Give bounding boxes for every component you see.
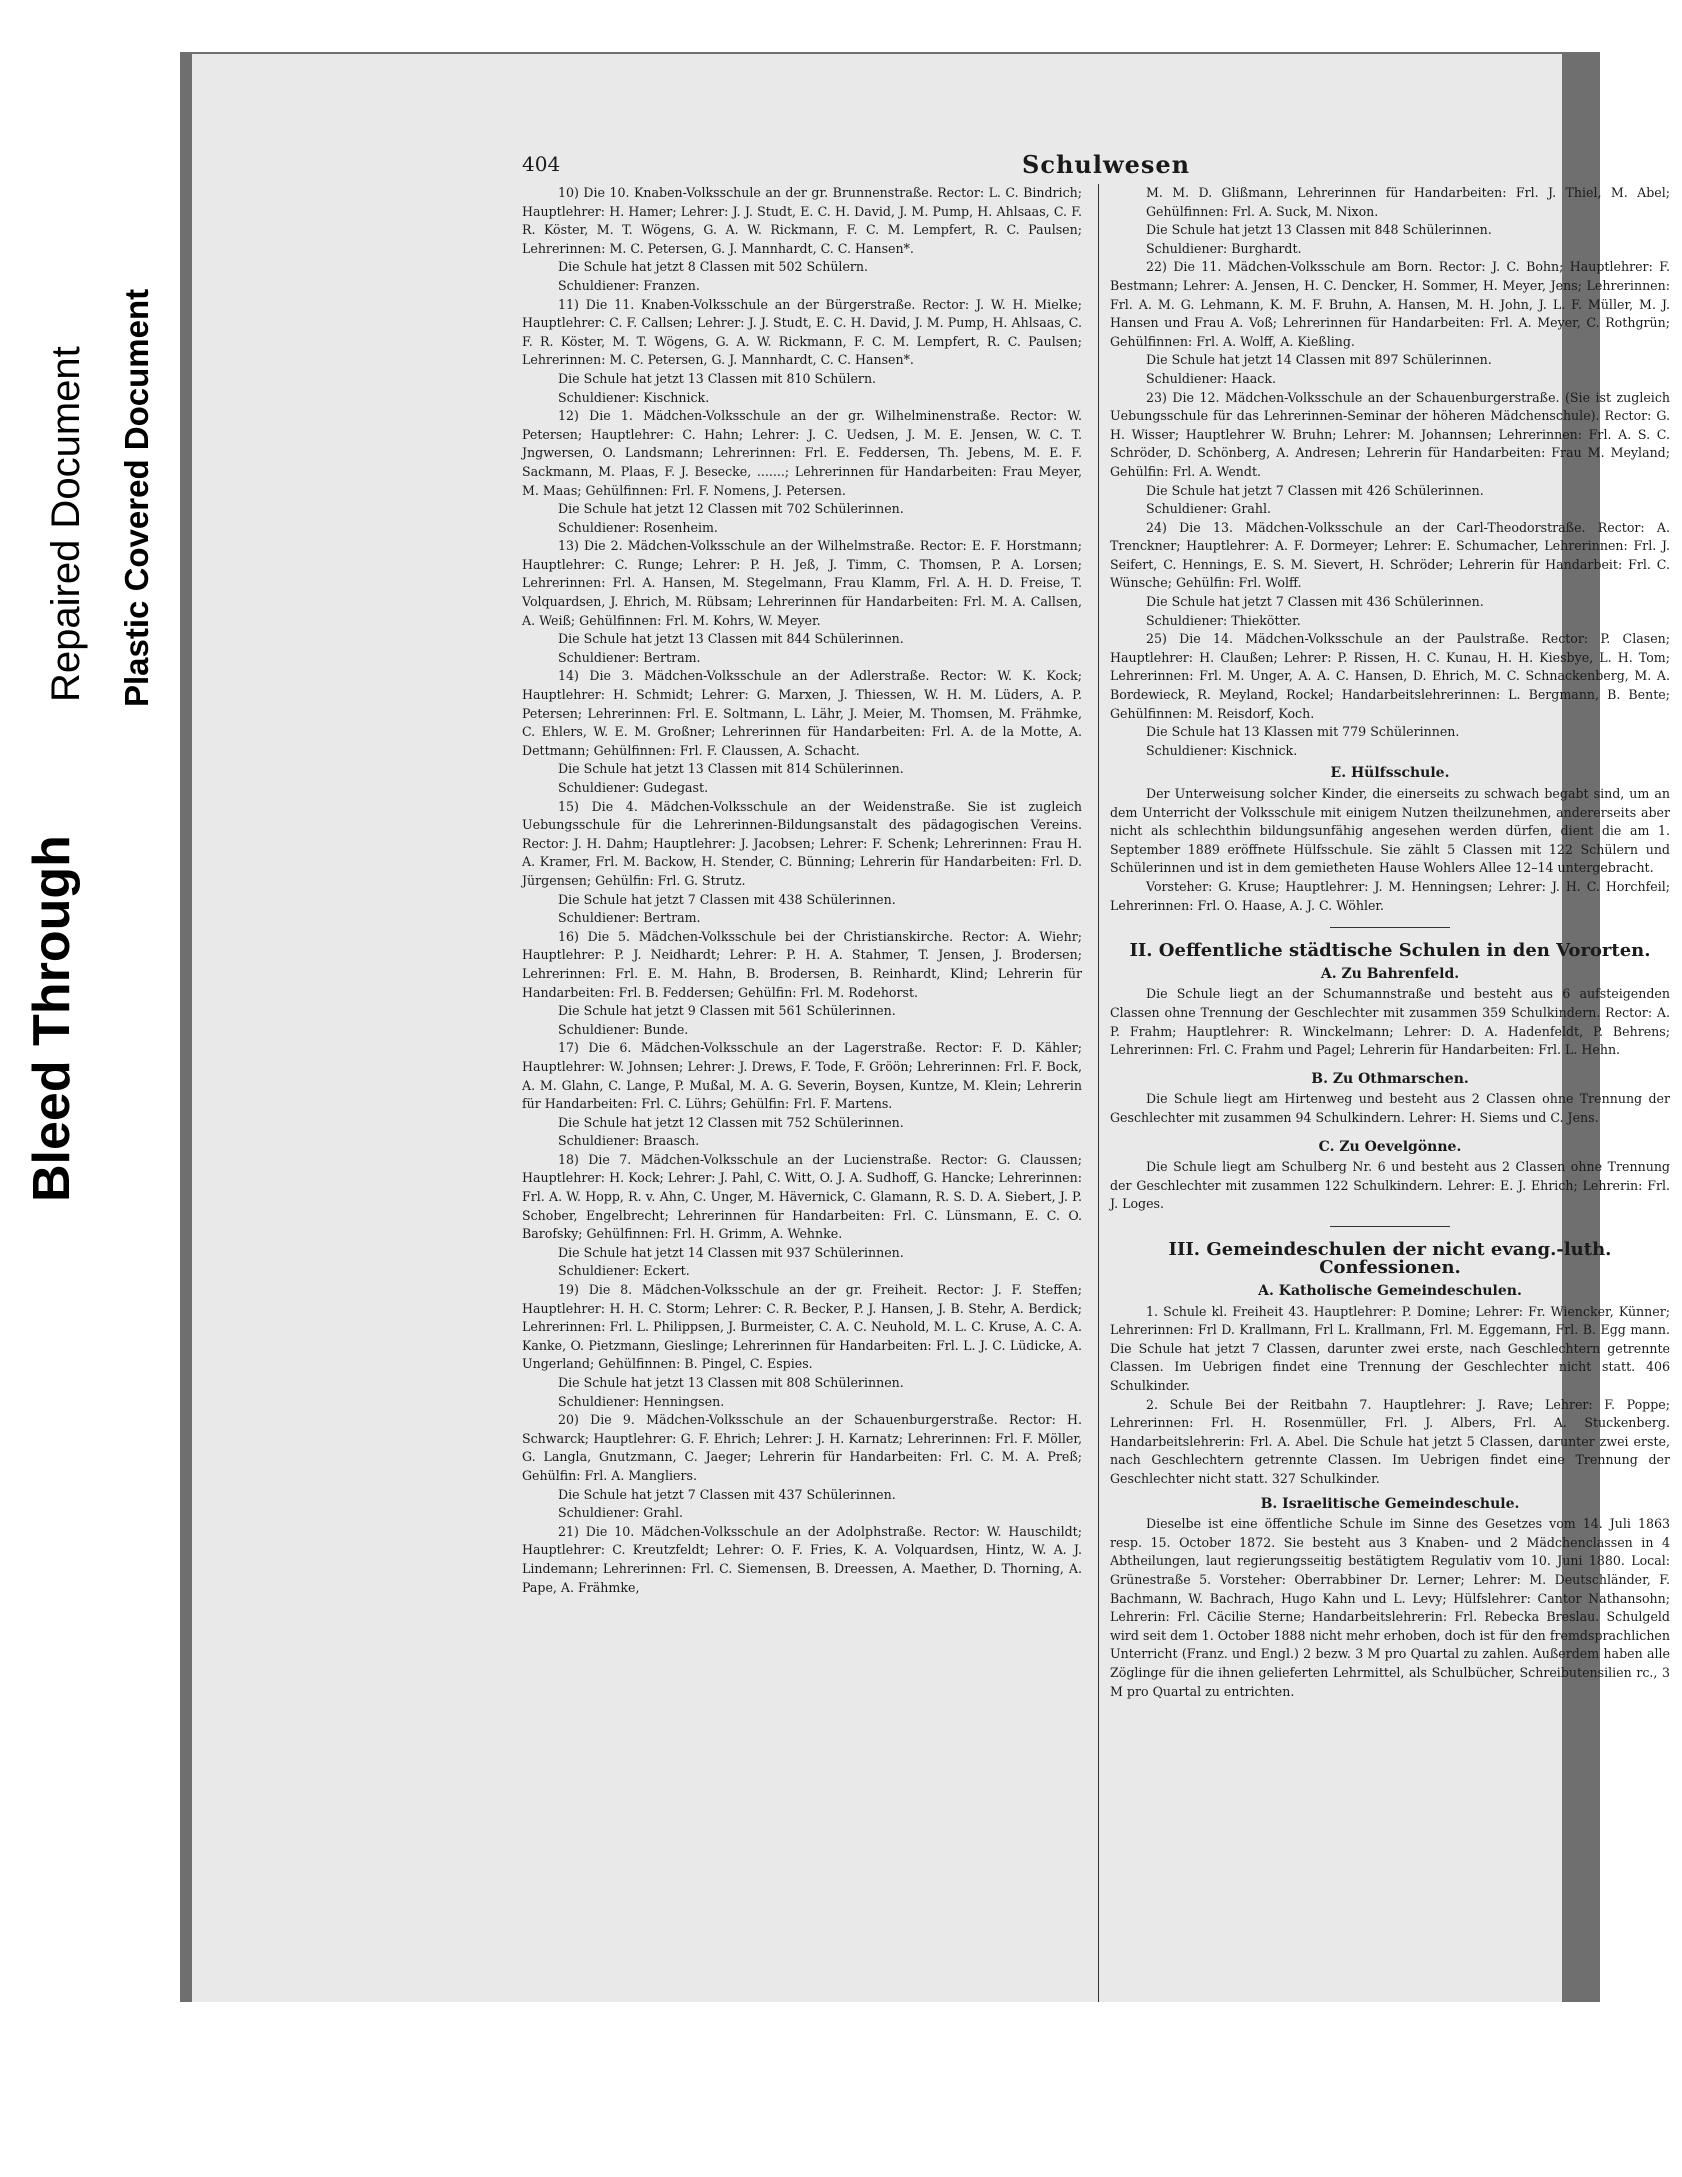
school-entry: Die Schule hat jetzt 7 Classen mit 436 Schülerinnen. <box>1146 594 1484 610</box>
section-ii-b-body: Die Schule liegt am Hirtenweg und besteht aus 2 Classen ohne Trennung der Geschlechter mit zusammen 94 Schulkindern. Lehrer: H. Siems und C. Jens. <box>1110 1091 1670 1125</box>
section-e-staff: Vorsteher: G. Kruse; Hauptlehrer: J. M. Henningsen; Lehrer: J. H. C. Horchfeil; Lehrerinnen: Frl. O. Haase, A. J. C. Wöhler. <box>1110 878 1670 913</box>
left-column <box>522 184 1082 1597</box>
school-entry: Schuldiener: Grahl. <box>558 1505 684 1521</box>
label-bleed-through: Bleed Through <box>23 835 81 1202</box>
section-e-body: Der Unterweisung solcher Kinder, die einerseits zu schwach begabt sind, um an dem Unterricht der Volksschule mit einigem Nutzen theilzunehmen, andererseits aber nicht als schlechthin bildungsunfähig angesehen werden dürfen, dient die am 1. September 1889 eröffnete Hülfsschule. Sie zählt 5 Classen mit 122 Schülern und Schülerinnen und ist in dem gemietheten Hause Wohlers Allee 12–14 untergebracht. <box>1110 786 1670 876</box>
school-entry: 13) Die 2. Mädchen-Volksschule an der Wilhelmstraße. Rector: E. F. Horstmann; Hauptlehrer: C. Runge; Lehrer: P. H. Jeß, J. Timm, C. Thomsen, P. A. Lorsen; Lehrerinnen: Frl. A. Hansen, M. Stegelmann, Frau Klamm, Frl. A. H. D. Freise, T. Volquardsen, J. Ehrich, M. Rübsam; Lehrerinnen für Handarbeiten: Frl. M. A. Callsen, A. Weiß; Gehülfinnen: Frl. M. Kohrs, W. Meyer. <box>522 538 1082 628</box>
school-entry: Schuldiener: Henningsen. <box>558 1393 725 1409</box>
school-entry: Die Schule hat jetzt 13 Classen mit 810 Schülern. <box>558 370 877 386</box>
school-entry: Die Schule hat jetzt 13 Classen mit 814 Schülerinnen. <box>558 761 904 777</box>
page-content <box>522 152 1682 1992</box>
school-entry: 15) Die 4. Mädchen-Volksschule an der Weidenstraße. Sie ist zugleich Uebungsschule für die Lehrerinnen-Bildungsanstalt des pädagogischen Vereins. Rector: J. H. Dahm; Hauptlehrer: J. Jacobsen; Lehrer: F. Schenk; Lehrerinnen: Frau H. A. Kramer, Frl. M. Backow, H. Stender, C. Bünning; Lehrerin für Handarbeiten: Frl. D. Jürgensen; Gehülfin: Frl. G. Strutz. <box>522 798 1082 888</box>
label-plastic-covered-document: Plastic Covered Document <box>118 288 155 707</box>
right-column-entries <box>1110 184 1670 760</box>
school-entry: Schuldiener: Bertram. <box>558 649 701 665</box>
school-entry: 24) Die 13. Mädchen-Volksschule an der Carl-Theodorstraße. Rector: A. Trenckner; Hauptlehrer: A. F. Dormeyer; Lehrer: E. Schumacher, Lehrerinnen: Frl. J. Seifert, C. Hennings, E. S. M. Sievert, H. Schröder; Lehrerin für Handarbeit: Frl. C. Wünsche; Gehülfin: Frl. Wolff. <box>1110 519 1670 591</box>
school-entry: Die Schule hat jetzt 7 Classen mit 426 Schülerinnen. <box>1146 482 1484 498</box>
school-entry: Die Schule hat jetzt 13 Classen mit 848 Schülerinnen. <box>1146 222 1492 238</box>
school-entry: Die Schule hat 13 Klassen mit 779 Schülerinnen. <box>1146 724 1460 740</box>
section-iii-a-body-2: 2. Schule Bei der Reitbahn 7. Hauptlehrer: J. Rave; Lehrer: F. Poppe; Lehrerinnen: Frl. H. Rosenmüller, Frl. J. Albers, Frl. A. Stuckenberg. Handarbeitslehrerin: Frl. A. Abel. Die Schule hat jetzt 5 Classen, darunter zwei erste, nach Geschlechtern getrennte Classen. Im Uebrigen findet eine Trennung der Geschlechter nicht statt. 327 Schulkinder. <box>1110 1396 1670 1486</box>
page-bottom-margin <box>0 2002 1600 2177</box>
school-entry: 25) Die 14. Mädchen-Volksschule an der Paulstraße. Rector: P. Clasen; Hauptlehrer: H. Claußen; Lehrer: P. Rissen, H. C. Kunau, H. H. Kiesbye, L. H. Tom; Lehrerinnen: Frl. M. Unger, A. A. C. Hansen, D. Ehrich, M. C. Schnackenberg, M. A. Bordewieck, R. Meyland, Rockel; Handarbeitslehrerinnen: L. Bergmann, B. Bente; Gehülfinnen: M. Reisdorf, Koch. <box>1110 631 1670 721</box>
left-label-strip <box>0 52 180 2002</box>
school-entry: 10) Die 10. Knaben-Volksschule an der gr. Brunnenstraße. Rector: L. C. Bindrich; Hauptlehrer: H. Hamer; Lehrer: J. J. Studt, E. C. H. David, J. M. Pump, H. Ahlsaas, C. F. R. Köster, M. T. Wögens, G. A. W. Rickmann, F. C. M. Lempfert, R. C. Paulsen; Lehrerinnen: M. C. Petersen, G. J. Mannhardt, C. C. Hansen*. <box>522 185 1082 256</box>
school-entry: Schuldiener: Thiekötter. <box>1146 612 1301 628</box>
section-iii-a-heading: A. Katholische Gemeindeschulen. <box>1258 1283 1522 1300</box>
section-ii-a-heading: A. Zu Bahrenfeld. <box>1320 965 1460 982</box>
section-iii-b-heading: B. Israelitische Gemeindeschule. <box>1260 1495 1520 1512</box>
right-column <box>1110 184 1670 1701</box>
school-entry: Schuldiener: Bunde. <box>558 1021 689 1037</box>
section-ii-c-heading: C. Zu Oevelgönne. <box>1318 1138 1462 1155</box>
section-iii-heading: III. Gemeindeschulen der nicht evang.-luth. Confessionen. <box>1168 1238 1612 1279</box>
school-entry: 12) Die 1. Mädchen-Volksschule an der gr. Wilhelminenstraße. Rector: W. Petersen; Hauptlehrer: C. Hahn; Lehrer: J. C. Uedsen, J. M. E. Jensen, W. C. T. Jngwersen, O. Landsmann; Lehrerinnen: Frl. E. Feddersen, Th. Jebens, M. E. F. Sackmann, M. Plaas, F. J. Besecke, .......; Lehrerinnen für Handarbeiten: Frau Meyer, M. Maas; Gehülfinnen: Frl. F. Nomens, J. Petersen. <box>522 408 1082 498</box>
school-entry: Schuldiener: Bertram. <box>558 910 701 926</box>
school-entry: Schuldiener: Franzen. <box>558 277 700 293</box>
school-entry: Die Schule hat jetzt 7 Classen mit 438 Schülerinnen. <box>558 891 896 907</box>
school-entry: Die Schule hat jetzt 12 Classen mit 752 Schülerinnen. <box>558 1114 904 1130</box>
school-entry: 18) Die 7. Mädchen-Volksschule an der Lucienstraße. Rector: G. Claussen; Hauptlehrer: H. Kock; Lehrer: J. Pahl, C. Witt, O. J. A. Sudhoff, G. Hancke; Lehrerinnen: Frl. A. W. Hopp, R. v. Ahn, C. Unger, M. Hävernick, C. Glamann, R. S. D. A. Siebert, J. P. Schober, Engelbrecht; Lehrerinnen für Handarbeiten: Frl. C. Lünsmann, E. C. O. Barofsky; Gehülfinnen: Frl. H. Grimm, A. Wehnke. <box>522 1151 1082 1242</box>
school-entry: Schuldiener: Rosenheim. <box>558 519 718 535</box>
school-entry: M. M. D. Glißmann, Lehrerinnen für Handarbeiten: Frl. J. Thiel, M. Abel; Gehülfinnen: Frl. A. Suck, M. Nixon. <box>1146 185 1670 219</box>
school-entry: 21) Die 10. Mädchen-Volksschule an der Adolphstraße. Rector: W. Hauschildt; Hauptlehrer: C. Kreutzfeldt; Lehrer: O. F. Fries, K. A. Volquardsen, Hintz, W. A. J. Lindemann; Lehrerinnen: Frl. C. Siemensen, B. Dreessen, A. Maether, D. Thorning, A. Pape, A. Frähmke, <box>522 1523 1082 1595</box>
school-entry: Schuldiener: Kischnick. <box>1146 742 1298 758</box>
section-ii-b-heading: B. Zu Othmarschen. <box>1311 1070 1469 1087</box>
page-number: 404 <box>522 152 561 176</box>
school-entry: 22) Die 11. Mädchen-Volksschule am Born. Rector: J. C. Bohn; Hauptlehrer: F. Bestmann; Lehrer: A. Jensen, H. C. Dencker, H. Sommer, H. Meyer, Jens; Lehrerinnen: Frl. A. M. G. Lehmann, K. M. F. Bruhn, A. Hansen, M. H. John, J. L. F. Müller, M. J. Hansen und Frau A. Voß; Lehrerinnen für Handarbeiten: Frl. A. Meyer, C. Rothgrün; Gehülfinnen: Frl. A. Wolff, A. Kießling. <box>1110 259 1670 349</box>
section-ii-heading: II. Oeffentliche städtische Schulen in den Vororten. <box>1129 940 1651 962</box>
school-entry: 11) Die 11. Knaben-Volksschule an der Bürgerstraße. Rector: J. W. H. Mielke; Hauptlehrer: C. F. Callsen; Lehrer: J. J. Studt, E. C. H. David, J. M. Pump, H. Ahlsaas, C. F. R. Köster, M. T. Wögens, G. A. W. Rickmann, F. C. M. Lempfert, R. C. Paulsen; Lehrerinnen: M. C. Petersen, G. J. Mannhardt, C. C. Hansen*. <box>522 296 1082 368</box>
school-entry: 14) Die 3. Mädchen-Volksschule an der Adlerstraße. Rector: W. K. Kock; Hauptlehrer: H. Schmidt; Lehrer: G. Marxen, J. Thiessen, W. H. M. Lüders, A. P. Petersen; Lehrerinnen: Frl. E. Soltmann, L. Lähr, J. Meier, M. Thomsen, M. Frähmke, C. Ehlers, W. E. M. Großner; Lehrerinnen für Handarbeiten: Frl. A. de la Motte, A. Dettmann; Gehülfinnen: Frl. F. Claussen, A. Schacht. <box>522 668 1082 758</box>
school-entry: 20) Die 9. Mädchen-Volksschule an der Schauenburgerstraße. Rector: H. Schwarck; Hauptlehrer: G. F. Ehrich; Lehrer: J. H. Karnatz; Lehrerinnen: Frl. F. Möller, G. Langla, Gnutzmann, C. Jaeger; Lehrerin für Handarbeiten: Frl. C. M. A. Preß; Gehülfin: Frl. A. Mangliers. <box>522 1412 1082 1483</box>
school-entry: 17) Die 6. Mädchen-Volksschule an der Lagerstraße. Rector: F. D. Kähler; Hauptlehrer: W. Johnsen; Lehrer: J. Drews, F. Tode, F. Gröön; Lehrerinnen: Frl. F. Bock, A. M. Glahn, C. Lange, P. Mußal, M. A. G. Severin, Boysen, Kuntze, M. Klein; Lehrerin für Handarbeiten: Frl. C. Lührs; Gehülfin: Frl. F. Martens. <box>522 1040 1082 1112</box>
label-repaired-document: Repaired Document <box>44 346 88 702</box>
section-iii-a-body-1: 1. Schule kl. Freiheit 43. Hauptlehrer: P. Domine; Lehrer: Fr. Wiencker, Künner; Lehrerinnen: Frl D. Krallmann, Frl L. Krallmann, Frl. M. Eggemann, Frl. B. Egg mann. Die Schule hat jetzt 7 Classen, darunter zwei erste, nach Geschlechtern getrennte Classen. Im Uebrigen findet eine Trennung der Geschlechter nicht statt. 406 Schulkinder. <box>1110 1303 1670 1394</box>
school-entry: 23) Die 12. Mädchen-Volksschule an der Schauenburgerstraße. (Sie ist zugleich Uebungsschule für das Lehrerinnen-Seminar der höheren Mädchenschule). Rector: G. H. Wisser; Hauptlehrer W. Bruhn; Lehrer: M. Johannsen; Lehrerinnen: Frl. A. S. C. Schröder, D. Schönberg, A. Andresen; Lehrerin für Handarbeiten: Frau M. Meyland; Gehülfin: Frl. A. Wendt. <box>1110 389 1670 479</box>
column-rule <box>1098 184 1099 2054</box>
school-entry: Schuldiener: Braasch. <box>558 1133 700 1149</box>
school-entry: Schuldiener: Kischnick. <box>558 389 710 405</box>
section-ii-a-body: Die Schule liegt an der Schumannstraße und besteht aus 6 aufsteigenden Classen ohne Trennung der Geschlechter mit zusammen 359 Schulkindern. Rector: A. P. Frahm; Hauptlehrer: R. Winckelmann; Lehrer: D. A. Hadenfeldt, P. Behrens; Lehrerinnen: Frl. C. Frahm und Pagel; Lehrerin für Handarbeiten: Frl. L. Hehn. <box>1110 986 1670 1058</box>
school-entry: Die Schule hat jetzt 14 Classen mit 937 Schülerinnen. <box>558 1244 904 1260</box>
separator <box>1330 927 1450 928</box>
school-entry: Schuldiener: Burghardt. <box>1146 240 1302 256</box>
school-entry: Schuldiener: Eckert. <box>558 1263 690 1279</box>
school-entry: 19) Die 8. Mädchen-Volksschule an der gr. Freiheit. Rector: J. F. Steffen; Hauptlehrer: H. H. C. Storm; Lehrer: C. R. Becker, P. J. Hansen, J. B. Stehr, A. Berdick; Lehrerinnen: Frl. L. Philippsen, J. Burmeister, C. A. C. Neuhold, M. L. C. Kruse, A. C. A. Kanke, O. Pietzmann, Gieslinge; Lehrerinnen für Handarbeiten: Frl. L. J. C. Lüdicke, A. Ungerland; Gehülfinnen: B. Pingel, C. Espies. <box>522 1282 1082 1372</box>
school-entry: Die Schule hat jetzt 13 Classen mit 808 Schülerinnen. <box>558 1375 904 1390</box>
school-entry: Die Schule hat jetzt 8 Classen mit 502 Schülern. <box>558 259 869 275</box>
school-entry: Die Schule hat jetzt 14 Classen mit 897 Schülerinnen. <box>1146 352 1492 368</box>
school-entry: 16) Die 5. Mädchen-Volksschule bei der Christianskirche. Rector: A. Wiehr; Hauptlehrer: P. J. Neidhardt; Lehrer: P. H. A. Stahmer, T. Jensen, J. Brodersen; Lehrerinnen: Frl. E. M. Hahn, B. Brodersen, B. Reinhardt, Klind; Lehrerin für Handarbeiten: Frl. B. Feddersen; Gehülfin: Frl. M. Rodehorst. <box>522 928 1082 1000</box>
school-entry: Die Schule hat jetzt 12 Classen mit 702 Schülerinnen. <box>558 501 904 517</box>
school-entry: Schuldiener: Haack. <box>1146 370 1276 386</box>
separator <box>1330 1226 1450 1227</box>
school-entry: Die Schule hat jetzt 7 Classen mit 437 Schülerinnen. <box>558 1486 896 1502</box>
school-entry: Schuldiener: Gudegast. <box>558 780 709 795</box>
section-iii-b-body: Dieselbe ist eine öffentliche Schule im Sinne des Gesetzes vom 14. Juli 1863 resp. 15. October 1872. Sie besteht aus 3 Knaben- und 2 Mädchenclassen in 4 Abtheilungen, laut regierungsseitig bestätigtem Regulativ vom 10. Juni 1880. Local: Grünestraße 5. Vorsteher: Oberrabbiner Dr. Lerner; Lehrer: M. Deutschländer, F. Bachmann, W. Bachrach, Hugo Kahn und L. Levy; Hülfslehrer: Cantor Nathansohn; Lehrerin: Frl. Cäcilie Sterne; Handarbeitslehrerin: Frl. Rebecka Breslau. Schulgeld wird seit dem 1. October 1888 nicht mehr erhoben, doch ist für den fremdsprachlichen Unterricht (Franz. und Engl.) 2 bezw. 3 M pro Quartal zu zahlen. Außerdem haben alle Zöglinge für die ihnen gelieferten Lehrmittel, als Schulbücher, Schreibutensilien rc., 3 M pro Quartal zu entrichten. <box>1110 1516 1670 1699</box>
running-head: Schulwesen <box>1022 150 1191 179</box>
section-e-heading: E. Hülfsschule. <box>1330 765 1450 782</box>
school-entry: Die Schule hat jetzt 9 Classen mit 561 Schülerinnen. <box>558 1003 896 1019</box>
scanned-page <box>192 54 1670 2002</box>
school-entry: Die Schule hat jetzt 13 Classen mit 844 Schülerinnen. <box>558 631 904 647</box>
section-ii-c-body: Die Schule liegt am Schulberg Nr. 6 und besteht aus 2 Classen ohne Trennung der Geschlechter mit zusammen 122 Schulkindern. Lehrer: E. J. Ehrich; Lehrerin: Frl. J. Loges. <box>1110 1159 1670 1212</box>
school-entry: Schuldiener: Grahl. <box>1146 501 1272 517</box>
